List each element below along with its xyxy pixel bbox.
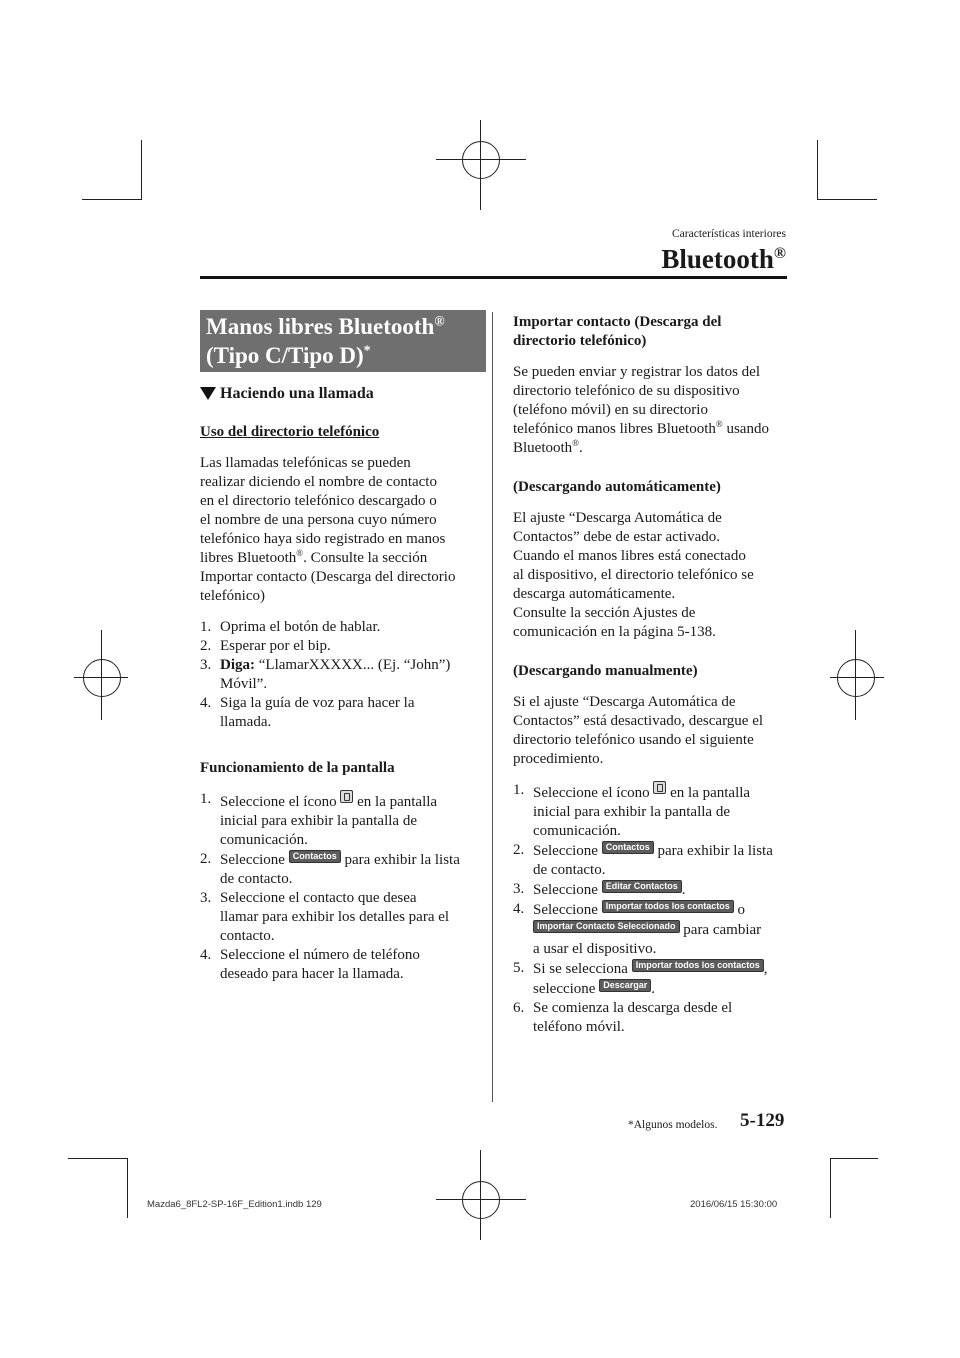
left-column <box>200 384 486 984</box>
list-item: 3. Seleccione el contacto que desea llamar para exhibir los detalles para el contacto. <box>200 890 450 944</box>
footnote: *Algunos modelos. <box>628 1119 718 1131</box>
manual-paragraph: Si el ajuste “Descarga Automática de Contactos” está desactivado, descargue el directorio telefónico usando el siguiente procedimiento. <box>513 694 764 767</box>
registration-mark-right <box>825 630 885 720</box>
list-item: 4. Seleccione Importar todos los contactos o Importar Contacto Seleccionado para cambiar a usar el dispositivo. <box>513 901 762 957</box>
page-number: 5-129 <box>740 1110 785 1131</box>
running-header-section: Características interiores <box>672 228 786 240</box>
registration-mark-bottom <box>436 1150 526 1240</box>
registration-mark-left <box>74 630 134 720</box>
header-rule <box>200 276 787 279</box>
download-steps <box>513 781 793 1037</box>
list-item: 3. Seleccione Editar Contactos . <box>513 881 686 898</box>
screen-steps <box>200 790 486 984</box>
list-item: 3. Diga: “LlamarXXXXX... (Ej. “John”) Móvil”. <box>200 657 451 692</box>
contacts-button-image: Contactos <box>602 841 654 854</box>
edit-contacts-button-image: Editar Contactos <box>602 880 682 893</box>
list-item: 1. Oprima el botón de hablar. <box>200 619 381 635</box>
download-button-image: Descargar <box>599 979 651 992</box>
print-file-info: Mazda6_8FL2-SP-16F_Edition1.indb 129 <box>147 1199 322 1210</box>
auto-heading: (Descargando automáticamente) <box>513 479 721 495</box>
phone-icon <box>653 781 666 794</box>
auto-paragraph: El ajuste “Descarga Automática de Contactos” debe de estar activado. Cuando el manos libres está conectado al dispositivo, el directorio telefónico se descarga automáticamente. Consulte la sección Ajustes de comunicación en la página 5-138. <box>513 510 754 640</box>
import-paragraph: Se pueden enviar y registrar los datos del directorio telefónico de su dispositivo (teléfono móvil) en su directorio telefónico manos libres Bluetooth® usando Bluetooth®. <box>513 364 769 456</box>
phone-icon <box>340 790 353 803</box>
manual-heading: (Descargando manualmente) <box>513 663 698 679</box>
import-all-contacts-button-image: Importar todos los contactos <box>632 959 764 972</box>
list-item: 5. Si se selecciona Importar todos los contactos , seleccione Descargar . <box>513 960 768 997</box>
section-heading: Haciendo una llamada <box>200 384 486 403</box>
voice-steps <box>200 618 486 732</box>
print-date-info: 2016/06/15 15:30:00 <box>690 1199 778 1210</box>
import-heading: Importar contacto (Descarga del directorio telefónico) <box>513 314 722 349</box>
import-selected-contact-button-image: Importar Contacto Seleccionado <box>533 920 680 933</box>
triangle-down-icon <box>200 387 216 400</box>
list-item: 2. Esperar por el bip. <box>200 638 331 654</box>
subheading: Uso del directorio telefónico <box>200 424 380 440</box>
list-item: 4. Seleccione el número de teléfono deseado para hacer la llamada. <box>200 947 420 982</box>
list-item: 2. Seleccione Contactos para exhibir la lista de contacto. <box>513 842 773 878</box>
running-header-title: Bluetooth® <box>661 244 786 274</box>
list-item: 6. Se comienza la descarga desde el teléfono móvil. <box>513 1000 733 1035</box>
column-divider <box>492 312 493 1102</box>
list-item: 4. Siga la guía de voz para hacer la llamada. <box>200 695 415 730</box>
contacts-button-image: Contactos <box>289 850 341 863</box>
list-item: 1. Seleccione el ícono en la pantalla inicial para exhibir la pantalla de comunicación. <box>513 782 751 839</box>
import-all-contacts-button-image: Importar todos los contactos <box>602 900 734 913</box>
section-title-box: Manos libres Bluetooth® (Tipo C/Tipo D)* <box>200 310 486 372</box>
list-item: 2. Seleccione Contactos para exhibir la lista de contacto. <box>200 851 460 887</box>
screen-heading: Funcionamiento de la pantalla <box>200 760 395 776</box>
list-item: 1. Seleccione el ícono en la pantalla inicial para exhibir la pantalla de comunicación. <box>200 791 438 848</box>
registration-mark-top <box>436 120 526 210</box>
intro-paragraph: Las llamadas telefónicas se pueden realizar diciendo el nombre de contacto en el directorio telefónico descargado o el nombre de una persona cuyo número telefónico haya sido registrado en manos libres Bluetooth®. Consulte la sección Importar contacto (Descarga del directorio telefónico) <box>200 455 456 604</box>
right-column <box>513 313 793 1037</box>
